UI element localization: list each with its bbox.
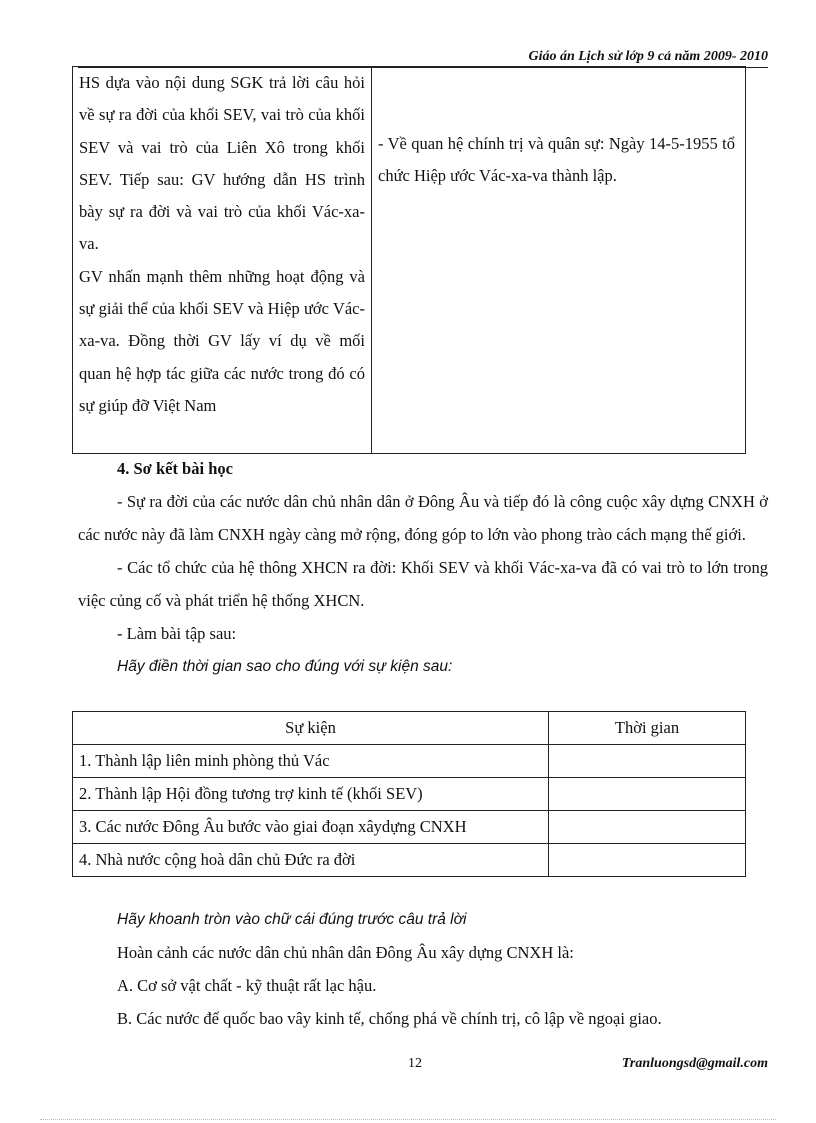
header-time: Thời gian [549, 712, 746, 745]
time-cell[interactable] [549, 745, 746, 778]
footer-email: Tranluongsd@gmail.com [621, 1056, 768, 1071]
content-text: - Về quan hệ chính trị và quân sự: Ngày 14-5-1955 tổ chức Hiệp ước Vác-xa-va thành lập. [378, 134, 735, 185]
teacher-activity-cell [73, 67, 372, 454]
page-bottom-divider [40, 1119, 776, 1120]
mc-instruction: Hãy khoanh tròn vào chữ cái đúng trước câu trả lời [117, 911, 467, 928]
mc-option-b: B. Các nước đế quốc bao vây kinh tế, chống phá về chính trị, cô lập về ngoại giao. [117, 1009, 662, 1028]
exercise-instruction: Hãy điền thời gian sao cho đúng với sự kiện sau: [117, 658, 453, 675]
exercise-label: - Làm bài tập sau: [117, 624, 237, 643]
summary-paragraph-2: - Các tổ chức của hệ thông XHCN ra đời: Khối SEV và khối Vác-xa-va đã có vai trò to lớn trong việc củng cố và phát triển hệ thống XHCN. [78, 558, 768, 610]
event-cell: 1. Thành lập liên minh phòng thủ Vác [73, 745, 549, 778]
activity-paragraph-1: HS dựa vào nội dung SGK trả lời câu hỏi về sự ra đời của khối SEV, vai trò của khối SEV và vai trò của Liên Xô trong khối SEV. Tiếp sau: GV hướng dẫn HS trình bày sự ra đời và vai trò của khối Vác-xa-va. [79, 73, 365, 254]
table-row [73, 778, 746, 811]
table-header-row [73, 712, 746, 745]
summary-paragraph-1: - Sự ra đời của các nước dân chủ nhân dân ở Đông Âu và tiếp đó là công cuộc xây dựng CNXH ở các nước này đã làm CNXH ngày càng mở rộng, đóng góp to lớn vào phong trào cách mạng thế giới. [78, 492, 768, 544]
content-cell [372, 67, 746, 454]
summary-section [78, 452, 768, 683]
mc-question: Hoàn cảnh các nước dân chủ nhân dân Đông Âu xây dựng CNXH là: [117, 943, 574, 962]
table-row [73, 811, 746, 844]
header-event: Sự kiện [73, 712, 549, 745]
event-cell: 3. Các nước Đông Âu bước vào giai đoạn xâydựng CNXH [73, 811, 549, 844]
time-cell[interactable] [549, 811, 746, 844]
lesson-activity-table [72, 66, 746, 454]
table-row [73, 745, 746, 778]
table-row [73, 844, 746, 877]
page-number: 12 [408, 1056, 422, 1071]
page-header: Giáo án Lịch sử lớp 9 cả năm 2009- 2010 [78, 48, 768, 68]
event-cell: 4. Nhà nước cộng hoà dân chủ Đức ra đời [73, 844, 549, 877]
event-cell: 2. Thành lập Hội đồng tương trợ kinh tế (khối SEV) [73, 778, 549, 811]
section-heading: 4. Sơ kết bài học [117, 459, 233, 478]
event-time-table [72, 711, 746, 877]
activity-paragraph-2: GV nhấn mạnh thêm những hoạt động và sự giải thể của khối SEV và Hiệp ước Vác-xa-va. Đồng thời GV lấy ví dụ về mối quan hệ hợp tác giữa các nước trong đó có sự giúp đỡ Việt Nam [79, 266, 365, 415]
mc-option-a: A. Cơ sở vật chất - kỹ thuật rất lạc hậu. [117, 976, 377, 995]
multiple-choice-section [78, 903, 768, 1035]
time-cell[interactable] [549, 778, 746, 811]
time-cell[interactable] [549, 844, 746, 877]
